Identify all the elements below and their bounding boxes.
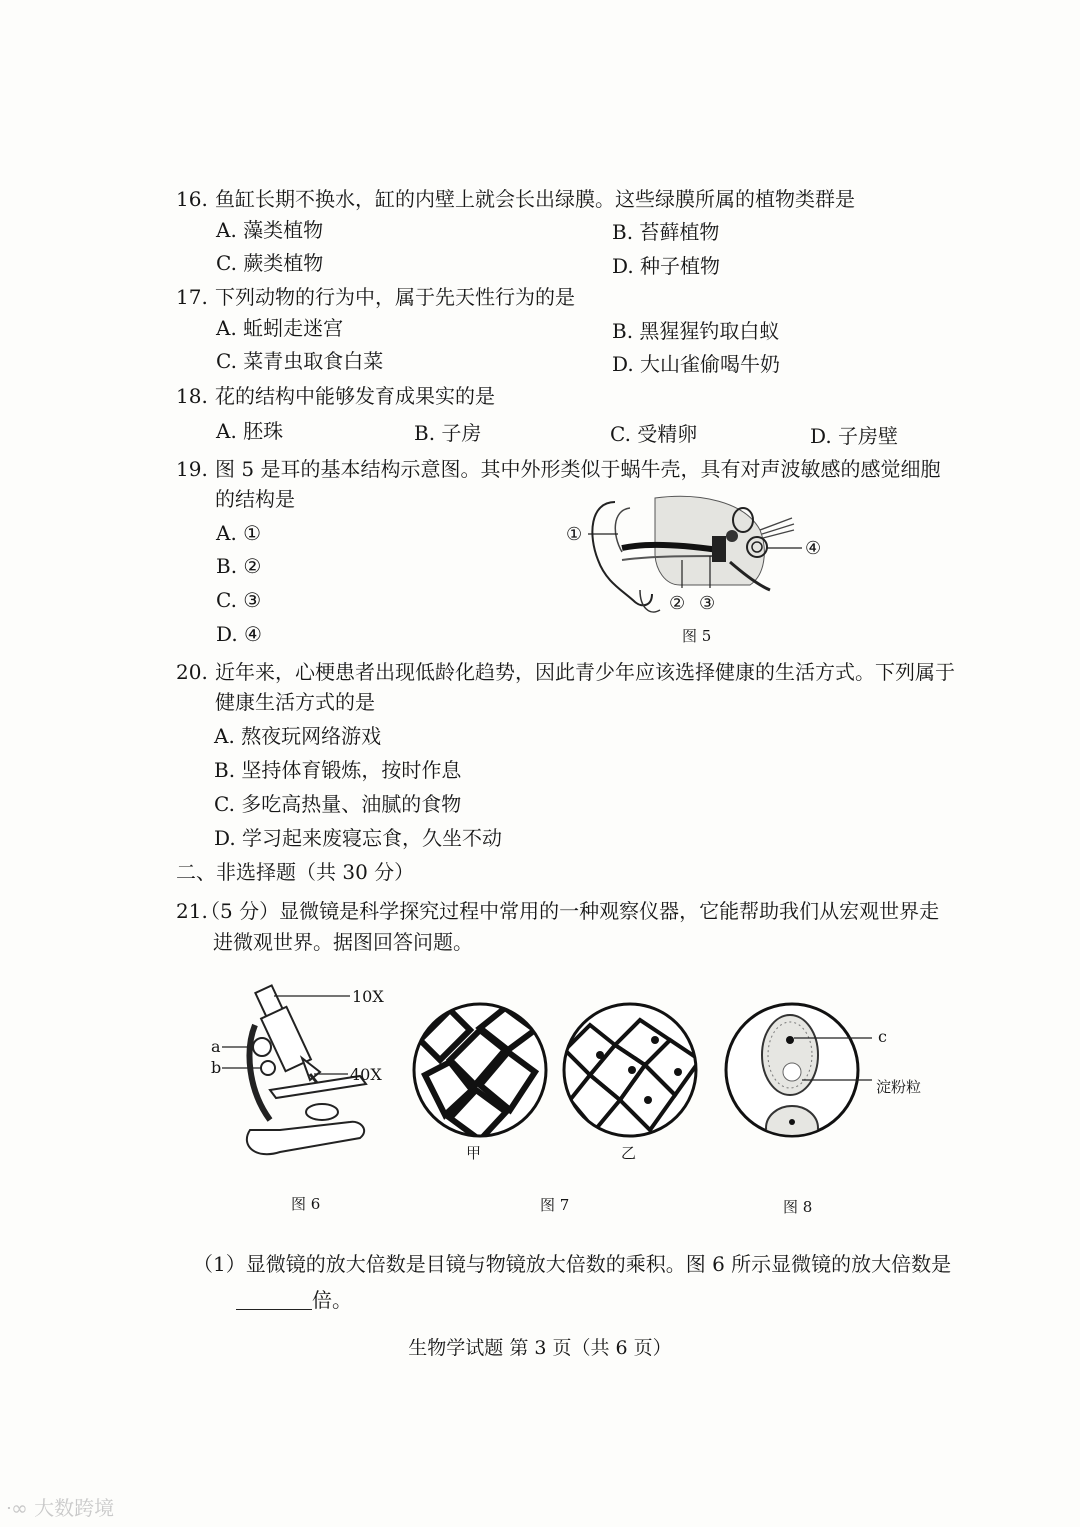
q21-sub1-suffix: 倍。 [312,1288,352,1312]
q16-option-d: D. 种子植物 [612,254,721,278]
q18-number: 18. [176,384,208,408]
q17-option-d: D. 大山雀偷喝牛奶 [612,352,781,376]
q20-stem-line1: 近年来，心梗患者出现低龄化趋势，因此青少年应该选择健康的生活方式。下列属于 [215,660,955,684]
q21-stem-line1: （5 分）显微镜是科学探究过程中常用的一种观察仪器，它能帮助我们从宏观世界走 [200,899,940,923]
q17-stem: 下列动物的行为中，属于先天性行为的是 [215,285,575,309]
q20-option-c: C. 多吃高热量、油腻的食物 [214,792,462,816]
q20-number: 20. [176,660,208,684]
page-footer: 生物学试题 第 3 页（共 6 页） [408,1337,672,1359]
ear-diagram [560,490,830,620]
fig8-label-c: c [878,1027,887,1046]
fig5-label-1: ① [566,524,583,545]
q19-stem-line2: 的结构是 [215,487,295,511]
q19-stem-line1: 图 5 是耳的基本结构示意图。其中外形类似于蜗牛壳，具有对声波敏感的感觉细胞 [215,457,941,481]
q18-option-c: C. 受精卵 [610,422,698,446]
q20-stem-line2: 健康生活方式的是 [215,690,375,714]
q18-option-b: B. 子房 [414,421,482,445]
q21-sub1-line1: （1）显微镜的放大倍数是目镜与物镜放大倍数的乘积。图 6 所示显微镜的放大倍数是 [193,1252,952,1276]
fig5-caption: 图 5 [682,627,712,645]
q21-number: 21. [176,899,208,923]
q18-option-d: D. 子房壁 [810,424,899,448]
q20-option-b: B. 坚持体育锻炼，按时作息 [214,758,462,782]
watermark-logo-icon: ᐧ∞ [6,1496,35,1520]
fig6-eyepiece-label: 10X [352,987,384,1006]
q16-stem: 鱼缸长期不换水，缸的内壁上就会长出绿膜。这些绿膜所属的植物类群是 [215,187,855,211]
q21-sub1-line2 [236,1287,352,1313]
q19-number: 19. [176,457,208,481]
q16-option-b: B. 苔藓植物 [612,220,720,244]
starch-cell-view [722,1000,922,1140]
fig7-label-yi: 乙 [621,1144,637,1162]
fig8-caption: 图 8 [783,1198,813,1216]
q20-option-a: A. 熬夜玩网络游戏 [214,724,382,748]
fig6-label-b: b [211,1058,222,1077]
fig6-objective-label: 40X [350,1065,382,1084]
q16-number: 16. [176,187,208,211]
section2-title: 二、非选择题（共 30 分） [176,860,415,884]
q20-option-d: D. 学习起来废寝忘食，久坐不动 [214,826,503,850]
fig7-label-jia: 甲 [466,1144,482,1162]
q16-option-a: A. 藻类植物 [216,218,324,242]
fig5-label-3: ③ [699,593,716,614]
cell-view-jia [410,1000,550,1140]
q18-option-a: A. 胚珠 [216,419,284,443]
fig7-caption: 图 7 [540,1196,570,1214]
q21-stem-line2: 进微观世界。据图回答问题。 [213,930,473,954]
q19-option-c: C. ③ [216,588,262,612]
cell-view-yi [560,1000,700,1140]
fig5-label-4: ④ [805,538,822,559]
q17-option-a: A. 蚯蚓走迷宫 [216,316,344,340]
answer-blank[interactable] [236,1289,312,1310]
q17-option-b: B. 黑猩猩钓取白蚁 [612,319,780,343]
fig6-label-a: a [211,1037,221,1056]
q17-number: 17. [176,285,208,309]
q16-option-c: C. 蕨类植物 [216,251,324,275]
fig5-label-2: ② [669,593,686,614]
watermark-text: 大数跨境 [34,1496,115,1520]
fig6-caption: 图 6 [291,1195,321,1213]
q19-option-a: A. ① [216,521,262,545]
q19-option-d: D. ④ [216,622,262,646]
q17-option-c: C. 菜青虫取食白菜 [216,349,384,373]
fig8-label-starch: 淀粉粒 [876,1078,922,1096]
q18-stem: 花的结构中能够发育成果实的是 [215,384,495,408]
watermark [6,1492,114,1521]
q19-option-b: B. ② [216,554,262,578]
